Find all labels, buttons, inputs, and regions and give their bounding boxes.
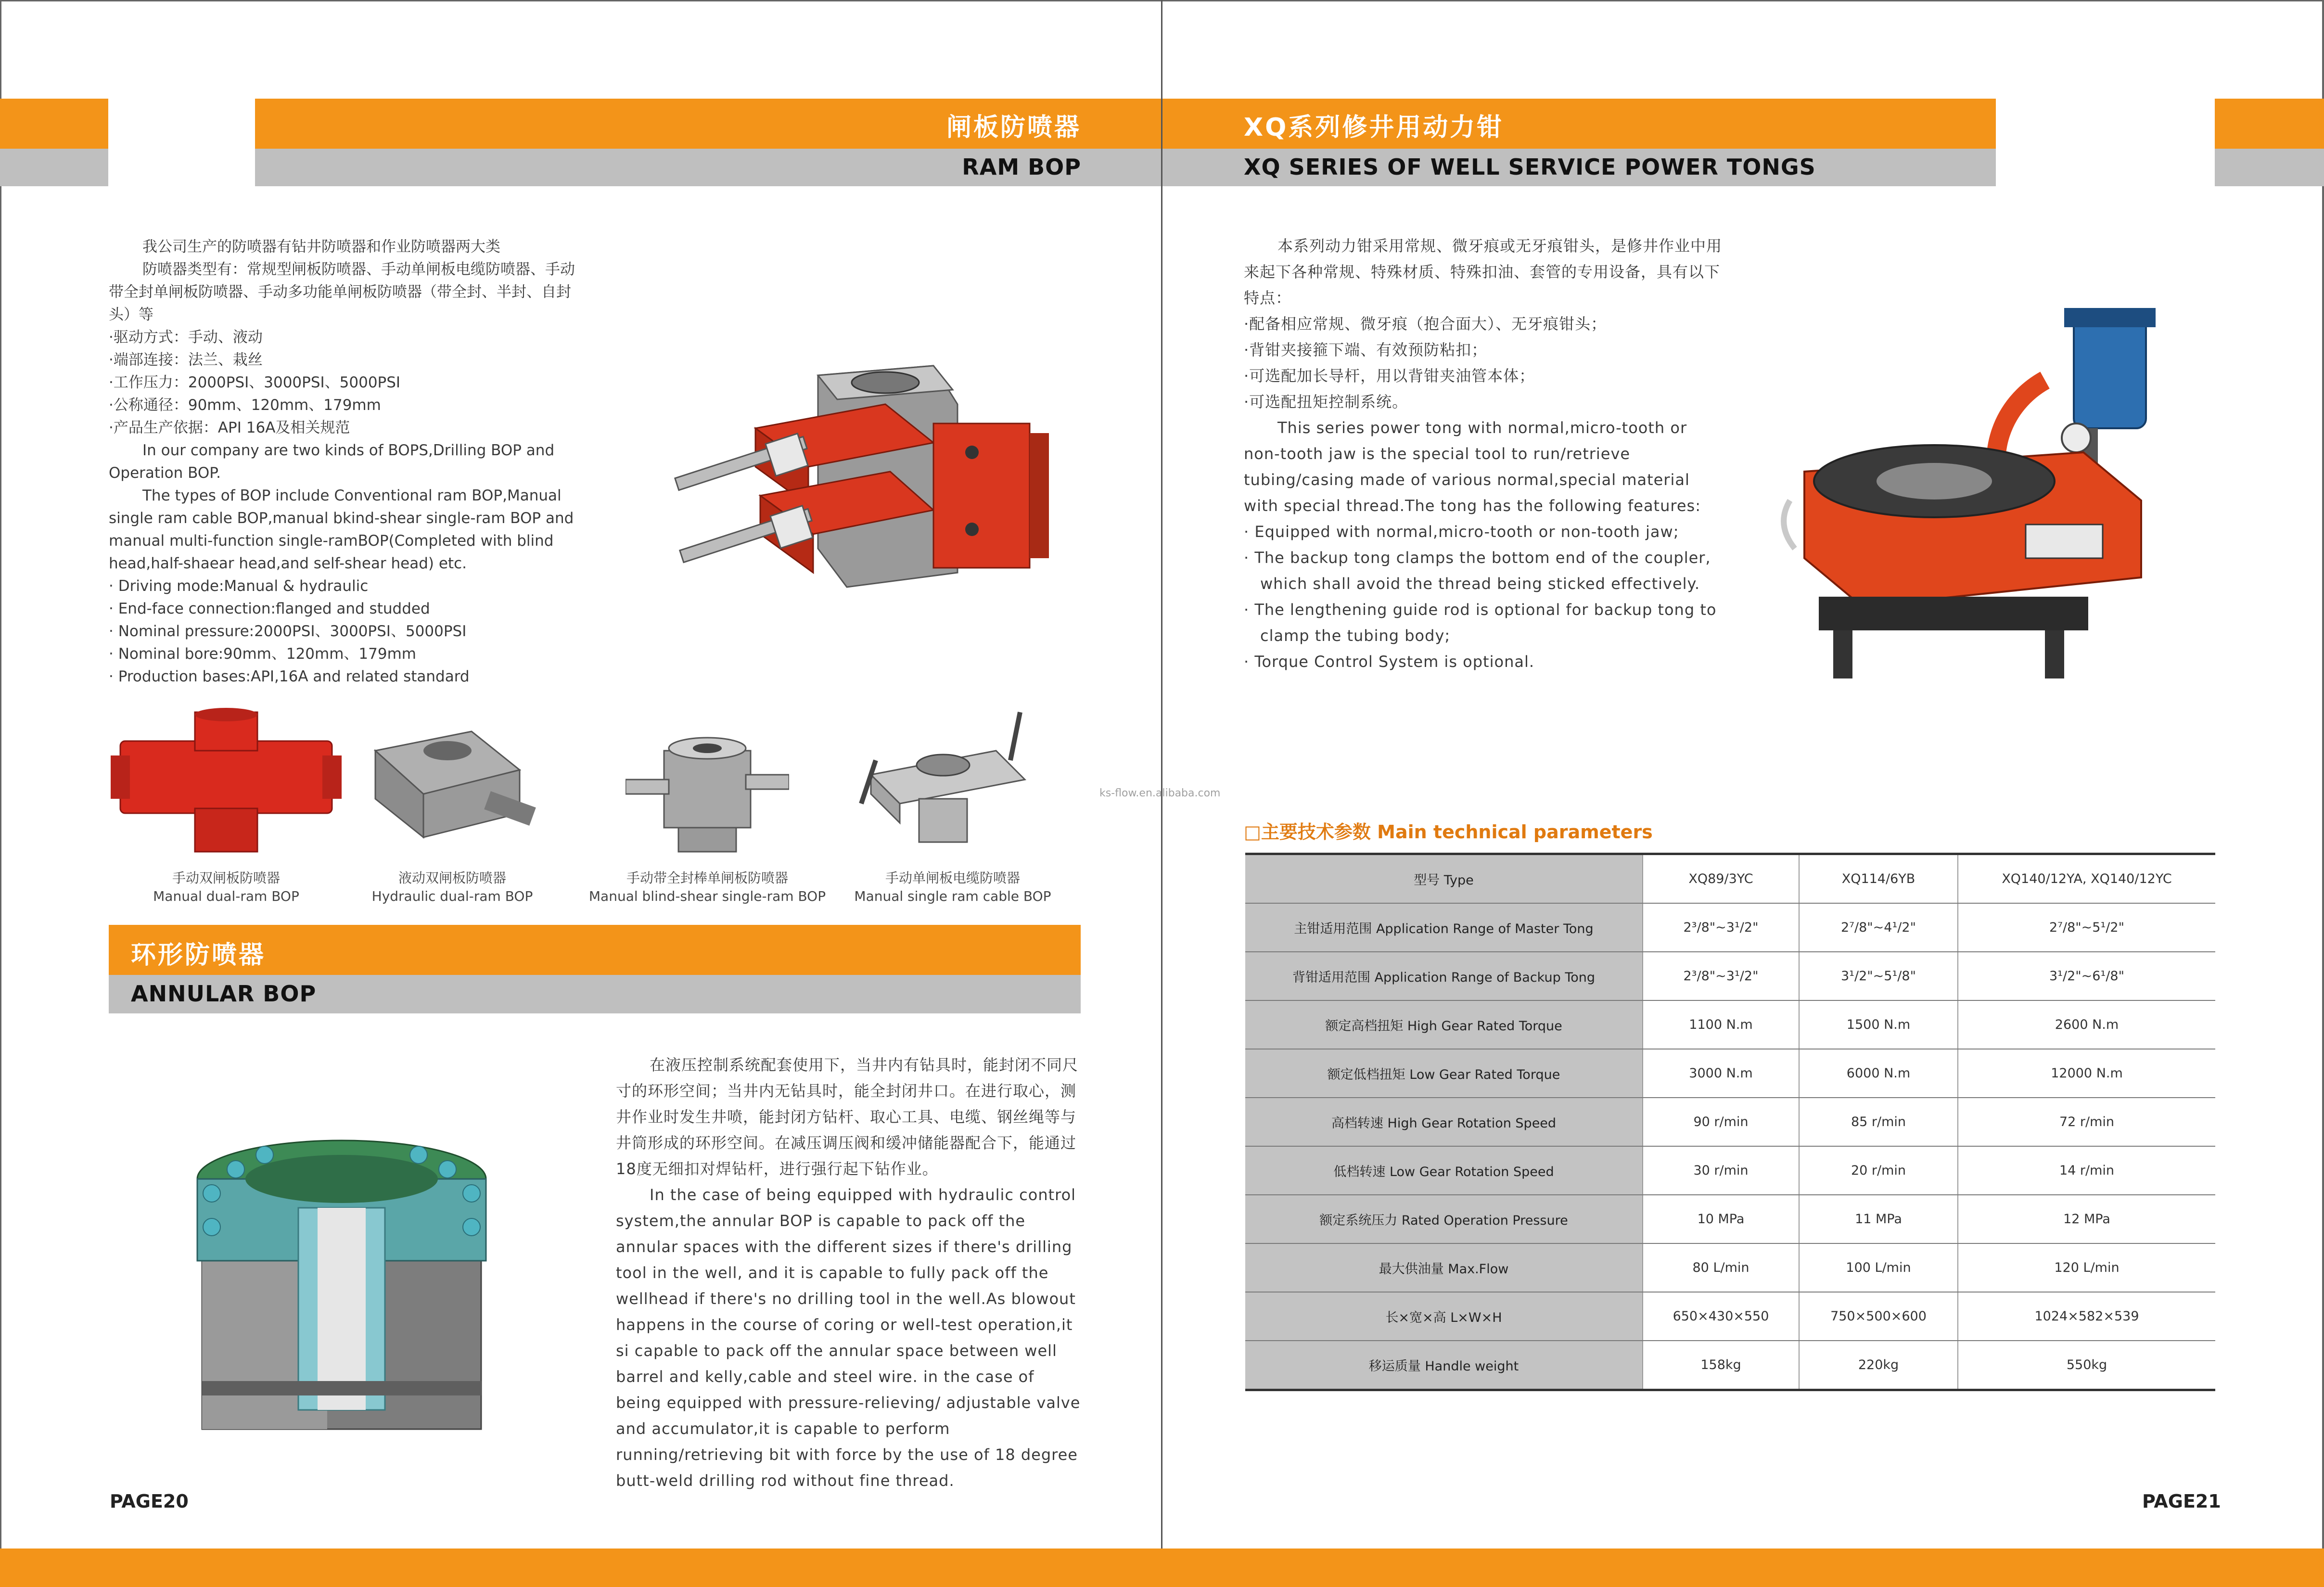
manual-blind-shear-single-ram-bop-image — [626, 722, 789, 861]
annular-bop-text-en: In the case of being equipped with hydraulic control system,the annular BOP is capable to pack off the annular spaces with the different sizes if there's drilling tool in the well, and it is capable to fully pack off the wellhead if there's no drilling tool in the well.As blowout happens in the course of coring or well-test operation,it si capable to pack off the annular space between well barrel and kelly,cable and steel wire. in the case of being equipped with pressure-relieving/ adjustable valve and accumulator,it is capable to perform running/retrieving bit with force by the use of 18 degree butt-weld drilling rod without fine thread. — [616, 1186, 1081, 1490]
ram-bop-bullet-cn: ·驱动方式：手动、液动 — [109, 329, 263, 346]
table-cell: 120 L/min — [1958, 1243, 2215, 1292]
table-cell: 11 MPa — [1799, 1195, 1958, 1243]
ram-bop-title-cn: 闸板防喷器 — [946, 113, 1081, 142]
table-row — [1245, 1098, 2215, 1146]
table-cell: 80 L/min — [1643, 1243, 1799, 1292]
page-number-left: PAGE20 — [110, 1491, 189, 1512]
ram-bop-bullet-cn: ·产品生产依据：API 16A及相关规范 — [109, 419, 350, 436]
caption-en: Manual dual-ram BOP — [153, 888, 299, 904]
table-cell: 20 r/min — [1799, 1146, 1958, 1195]
product-caption-hydraulic-dual-ram — [342, 869, 563, 906]
table-row — [1245, 1146, 2215, 1195]
header-orange-band — [255, 99, 1996, 149]
table-cell: 6000 N.m — [1799, 1049, 1958, 1098]
power-tongs-title-cn: XQ系列修井用动力钳 — [1244, 113, 1504, 142]
params-table — [1245, 853, 2215, 1391]
annular-bop-cutaway-image — [183, 1112, 500, 1448]
power-tongs-bullet-en: · The lengthening guide rod is optional for backup tong to clamp the tubing body; — [1244, 601, 1717, 645]
ram-bop-bullet-cn: ·端部连接：法兰、栽丝 — [109, 351, 263, 369]
ram-bop-description — [109, 236, 580, 688]
params-title: □主要技术参数 Main technical parameters — [1244, 821, 1653, 843]
caption-en: Manual blind-shear single-ram BOP — [588, 888, 826, 904]
table-cell: 30 r/min — [1643, 1146, 1799, 1195]
power-tong-image — [1775, 298, 2199, 683]
power-tongs-bullet-cn: ·背钳夹接箍下端、有效预防粘扣； — [1244, 341, 1488, 359]
caption-en: Hydraulic dual-ram BOP — [371, 888, 533, 904]
table-cell: 220kg — [1799, 1341, 1958, 1390]
caption-cn: 手动带全封棒单闸板防喷器 — [626, 870, 788, 886]
ram-bop-title-en: RAM BOP — [962, 154, 1081, 180]
power-tongs-title-en: XQ SERIES OF WELL SERVICE POWER TONGS — [1244, 154, 1816, 180]
page-right-border — [2322, 0, 2324, 1587]
table-cell: 3¹/2"~5¹/8" — [1799, 952, 1958, 1000]
table-row — [1245, 903, 2215, 952]
footer-orange-band — [0, 1549, 2324, 1587]
table-cell: 3¹/2"~6¹/8" — [1958, 952, 2215, 1000]
annular-bop-description — [616, 1052, 1083, 1494]
header-grey-left-stub — [0, 149, 108, 186]
ram-bop-bullet-cn: ·工作压力：2000PSI、3000PSI、5000PSI — [109, 374, 401, 391]
table-cell: 1024×582×539 — [1958, 1292, 2215, 1341]
ram-bop-bullet-en: · End-face connection:flanged and studded — [109, 600, 430, 617]
table-cell: 10 MPa — [1643, 1195, 1799, 1243]
table-cell: 650×430×550 — [1643, 1292, 1799, 1341]
product-caption-manual-cable — [837, 869, 1068, 906]
product-caption-manual-blind-shear — [573, 869, 842, 906]
table-row-label: 额定低档扭矩 Low Gear Rated Torque — [1245, 1049, 1643, 1098]
ram-bop-intro-cn-2: 防喷器类型有：常规型闸板防喷器、手动单闸板电缆防喷器、手动带全封单闸板防喷器、手动多功能单闸板防喷器（带全封、半封、自封头）等 — [109, 261, 575, 323]
table-cell: 1100 N.m — [1643, 1000, 1799, 1049]
power-tongs-bullet-cn: ·配备相应常规、微牙痕（抱合面大）、无牙痕钳头； — [1244, 315, 1607, 333]
table-row-label: 低档转速 Low Gear Rotation Speed — [1245, 1146, 1643, 1195]
ram-bop-intro-cn-1: 我公司生产的防喷器有钻井防喷器和作业防喷器两大类 — [142, 238, 500, 256]
table-model: XQ140/12YA, XQ140/12YC — [1958, 854, 2215, 904]
header-grey-right-stub — [2215, 149, 2324, 186]
table-row-label: 背钳适用范围 Application Range of Backup Tong — [1245, 952, 1643, 1000]
table-row — [1245, 1292, 2215, 1341]
table-row-label: 移运质量 Handle weight — [1245, 1341, 1643, 1390]
page-top-border-right — [1162, 0, 2324, 1]
table-row — [1245, 1195, 2215, 1243]
power-tongs-intro-en: This series power tong with normal,micro-tooth or non-tooth jaw is the special tool to run/retrieve tubing/casing made of various normal,special material with special thread.The tong has the following features: — [1244, 419, 1701, 515]
table-cell: 12 MPa — [1958, 1195, 2215, 1243]
power-tongs-bullet-cn: ·可选配扭矩控制系统。 — [1244, 393, 1408, 411]
table-cell: 2600 N.m — [1958, 1000, 2215, 1049]
table-row-label: 长×宽×高 L×W×H — [1245, 1292, 1643, 1341]
table-row-label: 主钳适用范围 Application Range of Master Tong — [1245, 903, 1643, 952]
table-row-label: 额定高档扭矩 High Gear Rated Torque — [1245, 1000, 1643, 1049]
page-number-right: PAGE21 — [2142, 1491, 2221, 1512]
header-band-divider — [1161, 99, 1162, 186]
annular-bop-text-cn: 在液压控制系统配套使用下，当井内有钻具时，能封闭不同尺寸的环形空间；当井内无钻具时，能全封闭井口。在进行取心，测井作业时发生井喷，能封闭方钻杆、取心工具、电缆、钢丝绳等与井筒形成的环形空间。在减压调压阀和缓冲储能器配合下，能通过18度无细扣对焊钻杆，进行强行起下钻作业。 — [616, 1056, 1079, 1178]
ram-bop-bullet-en: · Driving mode:Manual & hydraulic — [109, 577, 369, 595]
power-tongs-description — [1244, 233, 1725, 675]
power-tongs-bullet-en: · Equipped with normal,micro-tooth or non-tooth jaw; — [1244, 523, 1679, 541]
table-row — [1245, 1000, 2215, 1049]
power-tongs-bullet-cn: ·可选配加长导杆，用以背钳夹油管本体； — [1244, 367, 1535, 385]
table-cell: 2⁷/8"~4¹/2" — [1799, 903, 1958, 952]
watermark: ks-flow.en.alibaba.com — [1099, 787, 1221, 799]
table-cell: 550kg — [1958, 1341, 2215, 1390]
manual-single-ram-cable-bop-image — [852, 707, 1034, 861]
table-row-label: 额定系统压力 Rated Operation Pressure — [1245, 1195, 1643, 1243]
table-cell: 12000 N.m — [1958, 1049, 2215, 1098]
table-row — [1245, 1341, 2215, 1390]
table-cell: 2⁷/8"~5¹/2" — [1958, 903, 2215, 952]
table-row — [1245, 952, 2215, 1000]
caption-cn: 手动单闸板电缆防喷器 — [885, 870, 1020, 886]
table-model: XQ114/6YB — [1799, 854, 1958, 904]
product-caption-manual-dual-ram — [115, 869, 337, 906]
ram-bop-bullet-en: · Production bases:API,16A and related standard — [109, 668, 470, 685]
table-cell: 14 r/min — [1958, 1146, 2215, 1195]
table-header-label: 型号 Type — [1245, 854, 1643, 904]
annular-bop-title-en: ANNULAR BOP — [131, 981, 317, 1007]
annular-bop-title-cn: 环形防喷器 — [131, 941, 266, 970]
table-cell: 1500 N.m — [1799, 1000, 1958, 1049]
caption-en: Manual single ram cable BOP — [854, 888, 1051, 904]
ram-bop-bullet-en: · Nominal pressure:2000PSI、3000PSI、5000PSI — [109, 623, 467, 640]
power-tongs-intro-cn: 本系列动力钳采用常规、微牙痕或无牙痕钳头，是修井作业中用来起下各种常规、特殊材质、特殊扣油、套管的专用设备，具有以下特点： — [1244, 237, 1723, 307]
manual-dual-ram-bop-image — [111, 707, 342, 861]
hydraulic-dual-ram-bop-image — [366, 712, 539, 866]
table-cell: 90 r/min — [1643, 1098, 1799, 1146]
table-cell: 2³/8"~3¹/2" — [1643, 952, 1799, 1000]
table-cell: 158kg — [1643, 1341, 1799, 1390]
ram-bop-bullet-en: · Nominal bore:90mm、120mm、179mm — [109, 645, 416, 663]
table-cell: 2³/8"~3¹/2" — [1643, 903, 1799, 952]
ram-bop-intro-en-1: In our company are two kinds of BOPS,Drilling BOP and Operation BOP. — [109, 442, 555, 482]
header-orange-left-stub — [0, 99, 108, 149]
table-row-label: 高档转速 High Gear Rotation Speed — [1245, 1098, 1643, 1146]
table-cell: 72 r/min — [1958, 1098, 2215, 1146]
page-top-border-left — [0, 0, 1161, 1]
table-row — [1245, 1243, 2215, 1292]
header-orange-right-stub — [2215, 99, 2324, 149]
table-cell: 85 r/min — [1799, 1098, 1958, 1146]
page-left-border — [0, 0, 1, 1587]
table-cell: 3000 N.m — [1643, 1049, 1799, 1098]
table-cell: 100 L/min — [1799, 1243, 1958, 1292]
caption-cn: 手动双闸板防喷器 — [172, 870, 280, 886]
power-tongs-bullet-en: · Torque Control System is optional. — [1244, 653, 1535, 671]
table-cell: 750×500×600 — [1799, 1292, 1958, 1341]
ram-bop-cutaway-image — [664, 346, 1097, 616]
table-row — [1245, 1049, 2215, 1098]
table-header-row — [1245, 854, 2215, 904]
table-row-label: 最大供油量 Max.Flow — [1245, 1243, 1643, 1292]
ram-bop-bullet-cn: ·公称通径：90mm、120mm、179mm — [109, 397, 381, 414]
power-tongs-bullet-en: · The backup tong clamps the bottom end of the coupler, which shall avoid the thread being sticked effectively. — [1244, 549, 1711, 593]
caption-cn: 液动双闸板防喷器 — [398, 870, 506, 886]
table-model: XQ89/3YC — [1643, 854, 1799, 904]
ram-bop-intro-en-2: The types of BOP include Conventional ram BOP,Manual single ram cable BOP,manual bkind-shear single-ram BOP and manual multi-function single-ramBOP(Completed with blind head,half-shaear head,and self-shear head) etc. — [109, 487, 574, 572]
